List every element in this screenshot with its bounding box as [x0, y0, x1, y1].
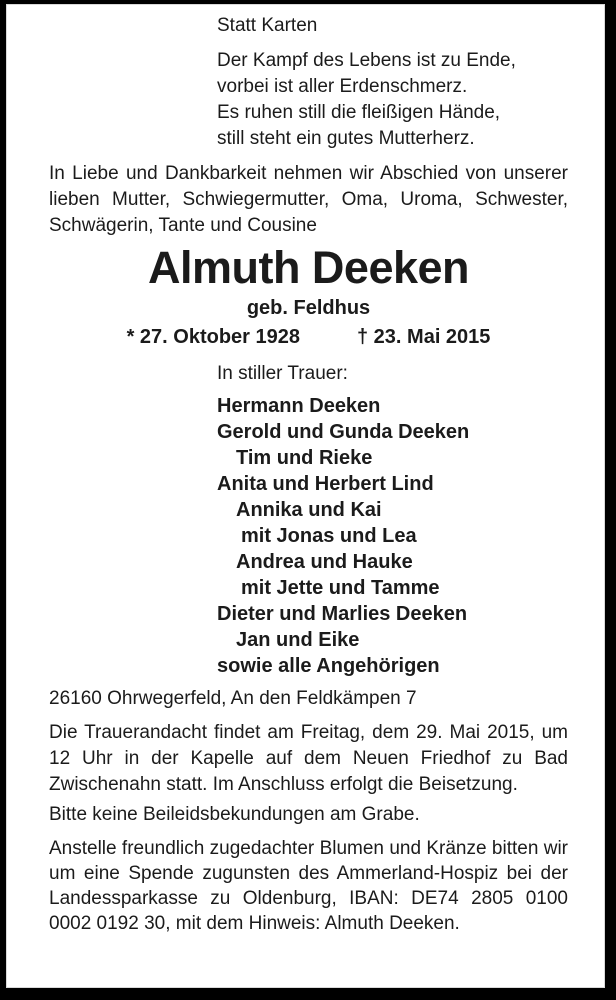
poem-line: Es ruhen still die fleißigen Hände,	[217, 102, 501, 123]
death-date: † 23. Mai 2015	[357, 326, 491, 348]
poem-line: vorbei ist aller Erdenschmerz.	[217, 76, 468, 97]
mourner-line: sowie alle Angehörigen	[217, 655, 440, 677]
pre-header-label: Statt Karten	[217, 15, 318, 36]
mourner-line: Tim und Rieke	[236, 447, 373, 469]
mourner-line: Andrea und Hauke	[236, 551, 413, 573]
address-line: 26160 Ohrwegerfeld, An den Feldkämpen 7	[49, 688, 417, 709]
mourners-list	[217, 393, 568, 679]
mourner-line: Jan und Eike	[236, 629, 360, 651]
birth-date: * 27. Oktober 1928	[126, 326, 300, 348]
life-dates	[49, 324, 568, 350]
mourner-line: Hermann Deeken	[217, 395, 381, 417]
mourner-line: Gerold und Gunda Deeken	[217, 421, 470, 443]
mourner-line: Annika und Kai	[236, 499, 382, 521]
death-notice	[6, 4, 605, 988]
mourning-label: In stiller Trauer:	[217, 363, 348, 384]
condolence-note: Bitte keine Beileidsbekundungen am Grabe.	[49, 804, 420, 825]
mourner-line: Anita und Herbert Lind	[217, 473, 434, 495]
mourner-line: mit Jonas und Lea	[241, 525, 417, 547]
mourner-line: Dieter und Marlies Deeken	[217, 603, 468, 625]
maiden-name: geb. Feldhus	[246, 297, 371, 319]
intro-paragraph: In Liebe und Dankbarkeit nehmen wir Abschied von unserer lieben Mutter, Schwiegermutter, Oma, Uroma, Schwester, Schwägerin, Tante und Cousine	[49, 163, 568, 236]
mourner-line: mit Jette und Tamme	[241, 577, 440, 599]
service-paragraph: Die Trauerandacht findet am Freitag, dem 29. Mai 2015, um 12 Uhr in der Kapelle auf dem Neuen Friedhof zu Bad Zwischenahn statt. Im Anschluss erfolgt die Beisetzung.	[49, 722, 568, 795]
memorial-poem	[217, 48, 568, 152]
poem-line: Der Kampf des Lebens ist zu Ende,	[217, 50, 516, 71]
donation-paragraph: Anstelle freundlich zugedachter Blumen und Kränze bitten wir um eine Spende zugunsten des Ammerland-Hospiz bei der Landessparkasse zu Oldenburg, IBAN: DE74 2805 0100 0002 0192 30, mit dem Hinweis: Almuth Deeken.	[49, 838, 568, 934]
poem-line: still steht ein gutes Mutterherz.	[217, 128, 475, 149]
deceased-name: Almuth Deeken	[147, 242, 470, 293]
